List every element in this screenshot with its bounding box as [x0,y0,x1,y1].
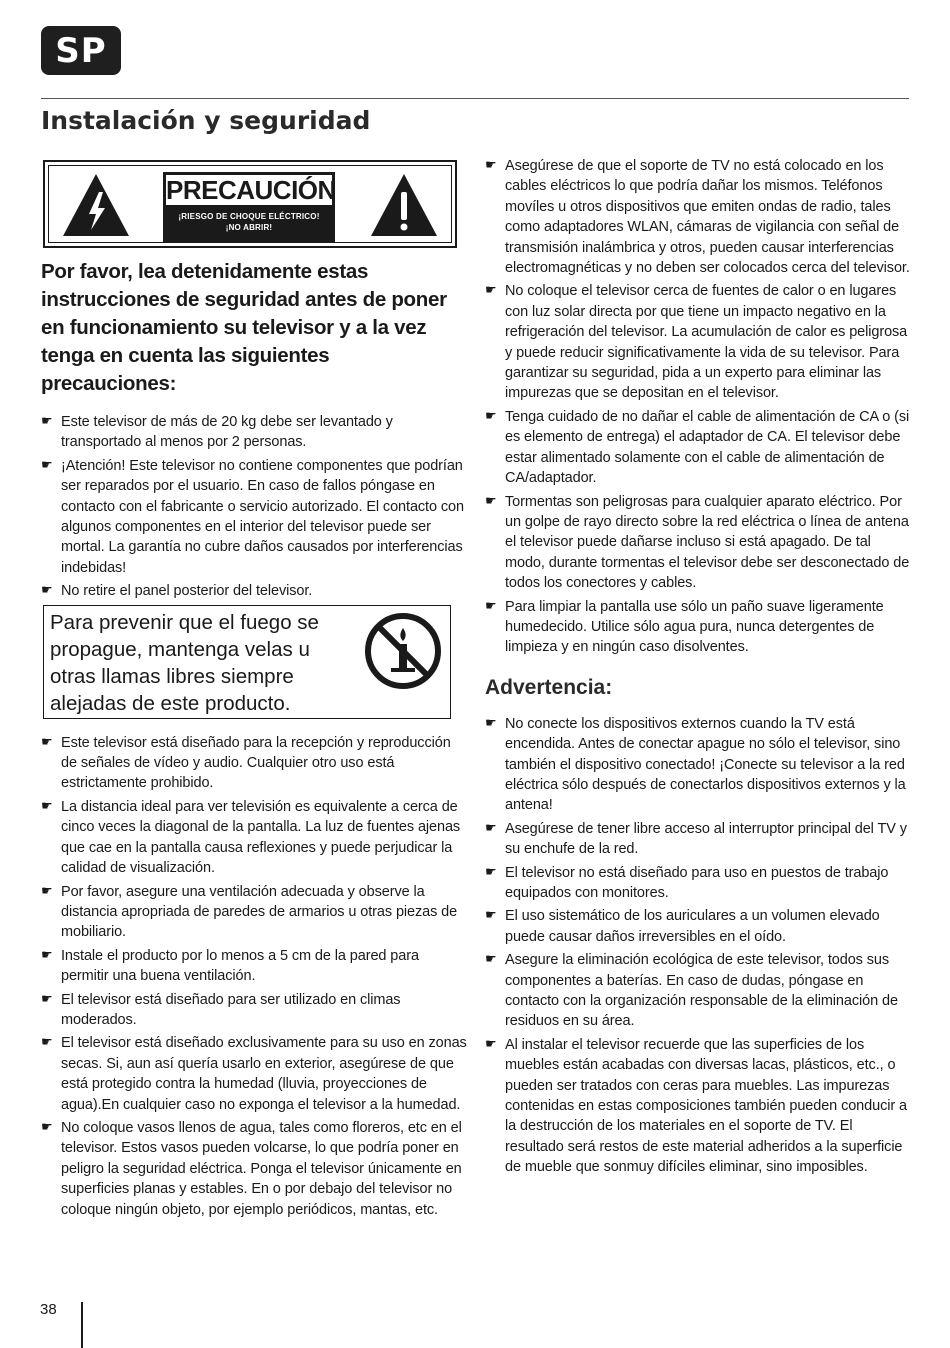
list-item: ☛ No coloque el televisor cerca de fuentes de calor o en lugares con luz solar directa por que tiene un impacto negativo en la refrigeración del televisor. La acumulación de calor es peligrosa y puede reducir significativamente la vida de su televisor. Para garantizar su seguridad, pida a un experto para eliminar las impurezas que se depositan en el televisor. [485,283,908,402]
pointing-hand-icon: ☛ [41,991,53,1007]
pointing-hand-icon: ☛ [485,908,497,924]
pointing-hand-icon: ☛ [485,493,497,509]
caution-risk-text: ¡RIESGO DE CHOQUE ELÉCTRICO! [178,212,320,221]
pointing-hand-icon: ☛ [485,1036,497,1052]
list-item: ☛ Este televisor está diseñado para la recepción y reproducción de señales de vídeo y audio. Cualquier otro uso está estrictamente prohibido. [41,734,451,792]
page-number: 38 [40,1301,57,1318]
no-open-flame-icon [364,612,442,690]
pointing-hand-icon: ☛ [41,883,53,899]
pointing-hand-icon: ☛ [41,947,53,963]
list-item: ☛ El televisor está diseñado para ser utilizado en climas moderados. [41,991,401,1028]
list-item: ☛ Este televisor de más de 20 kg debe ser levantado y transportado al menos por 2 personas. [41,414,393,451]
advertencia-heading: Advertencia: [485,675,613,699]
pointing-hand-icon: ☛ [485,820,497,836]
pointing-hand-icon: ☛ [41,734,53,750]
caution-word: PRECAUCIÓN [166,175,336,205]
right-column [485,156,913,1181]
pointing-hand-icon: ☛ [41,1035,53,1051]
pointing-hand-icon: ☛ [41,457,53,473]
pointing-hand-icon: ☛ [41,414,53,429]
pointing-hand-icon: ☛ [41,798,53,814]
right-bullet-list-a [485,156,913,658]
fire-notice-box [43,605,451,719]
list-item: ☛ El uso sistemático de los auriculares a un volumen elevado puede causar daños irreversibles en el oído. [485,908,880,945]
pointing-hand-icon: ☛ [41,583,53,599]
fire-notice-text: Para prevenir que el fuego se propague, mantenga velas u otras llamas libres siempre alejadas de este producto. [50,610,319,715]
list-item: ☛ Al instalar el televisor recuerde que las superficies de los muebles están acabadas con diversas lacas, plásticos, etc., o pueden ser tratados con ceras para muebles. Las impurezas contenidas en estas composiciones también pueden conducir a la destrucción de los materiales en el soporte de TV. El resultado será restos de este material adheridos a la superficie de mueble que sonmuy difíciles eliminar, sino imposibles. [485,1036,907,1176]
pointing-hand-icon: ☛ [485,158,497,173]
pointing-hand-icon: ☛ [485,283,497,299]
list-item: ☛ No retire el panel posterior del televisor. [41,583,313,600]
list-item: ☛ El televisor está diseñado exclusivamente para su uso en zonas secas. Si, aun así quería usarlo en exterior, asegúrese de que está protegido contra la humedad (lluvia, proyecciones de agua).En cualquier caso no exponga el televisor a la humedad. [41,1035,467,1113]
caution-panel [163,172,335,242]
footer-divider [81,1302,83,1348]
header-divider [41,98,909,99]
right-bullet-list-b [485,714,913,1178]
list-item: ☛ Para limpiar la pantalla use sólo un paño suave ligeramente humedecido. Utilice sólo agua pura, nunca detergentes de limpieza y en ningún caso disolventes. [485,598,884,656]
caution-no-open-text: ¡NO ABRIR! [225,223,273,232]
left-column [41,160,469,1223]
pointing-hand-icon: ☛ [485,715,497,731]
electric-shock-warning-icon [61,172,131,238]
language-badge: SP [41,26,121,75]
list-item: ☛ No coloque vasos llenos de agua, tales como floreros, etc en el televisor. Estos vasos pueden volcarse, lo que podría poner en peligro la seguridad eléctrica. Ponga el televisor únicamente en superficies planas y estables. En o por debajo del televisor no coloque ningún objeto, por ejemplo periódicos, mantas, etc. [41,1119,462,1218]
list-item: ☛ Asegúrese de tener libre acceso al interruptor principal del TV y su enchufe de la red. [485,820,907,858]
left-bullet-list-a [41,412,469,602]
list-item: ☛ No conecte los dispositivos externos cuando la TV está encendida. Antes de conectar apague no sólo el televisor, sino también el dispositivo conectado! ¡Conecte su televisor a la red eléctrica sólo después de conectarlos dispositivos externos y la antena! [485,715,906,814]
intro-heading: Por favor, lea detenidamente estas instrucciones de seguridad antes de poner en funcionamiento su televisor y a la vez tenga en cuenta las siguientes precauciones: [41,260,447,395]
list-item: ☛ Tormentas son peligrosas para cualquier aparato eléctrico. Por un golpe de rayo directo sobre la red eléctrica o línea de antena el televisor puede dañarse incluso si está apagado. De tal modo, durante tormentas el televisor debe ser desconectado de todos los conectores y cables. [485,493,910,592]
pointing-hand-icon: ☛ [485,864,497,880]
pointing-hand-icon: ☛ [485,952,497,968]
list-item: ☛ Asegure la eliminación ecológica de este televisor, todos sus componentes a baterías. En caso de dudas, póngase en contacto con la organización responsable de la eliminación de residuos en su área. [485,952,898,1030]
list-item: ☛ El televisor no está diseñado para uso en puestos de trabajo equipados con monitores. [485,864,889,901]
list-item: ☛ La distancia ideal para ver televisión es equivalente a cerca de cinco veces la diagonal de la pantalla. La luz de fuentes ajenas que cae en la pantalla causa reflexiones y puede perjudicar la calidad de visualización. [41,798,461,877]
pointing-hand-icon: ☛ [485,408,497,424]
list-item: ☛ ¡Atención! Este televisor no contiene componentes que podrían ser reparados por el usuario. En caso de fallos póngase en contacto con el fabricante o servicio autorizado. El contacto con algunos componentes en el interior del televisor puede ser mortal. La garantía no cubre daños causados por interferencias indebidas! [41,457,464,576]
list-item: ☛ Tenga cuidado de no dañar el cable de alimentación de CA o (si es elemento de entrega) el adaptador de CA. El televisor debe estar alimentado solamente con el cable de alimentación de CA/adaptador. [485,408,910,487]
pointing-hand-icon: ☛ [485,598,497,614]
pointing-hand-icon: ☛ [41,1119,53,1135]
page-title: Instalación y seguridad [41,106,371,135]
exclamation-warning-icon [369,172,439,238]
caution-label [43,160,457,248]
left-bullet-list-b [41,733,469,1220]
list-item: ☛ Asegúrese de que el soporte de TV no está colocado en los cables eléctricos lo que podría dañar los mismos. Teléfonos movíles u otros dispositivos que emiten ondas de radio, tales como adaptadores WLAN, cámaras de vigilancia con señal de transmisión inalámbrica y otros, pueden causar interferencias electromagnéticas y no deben ser colocados cerca del televisor. [485,158,910,277]
list-item: ☛ Instale el producto por lo menos a 5 cm de la pared para permitir una buena ventilación. [41,947,419,985]
list-item: ☛ Por favor, asegure una ventilación adecuada y observe la distancia apropriada de paredes de armarios u otras piezas de mobiliario. [41,883,458,941]
